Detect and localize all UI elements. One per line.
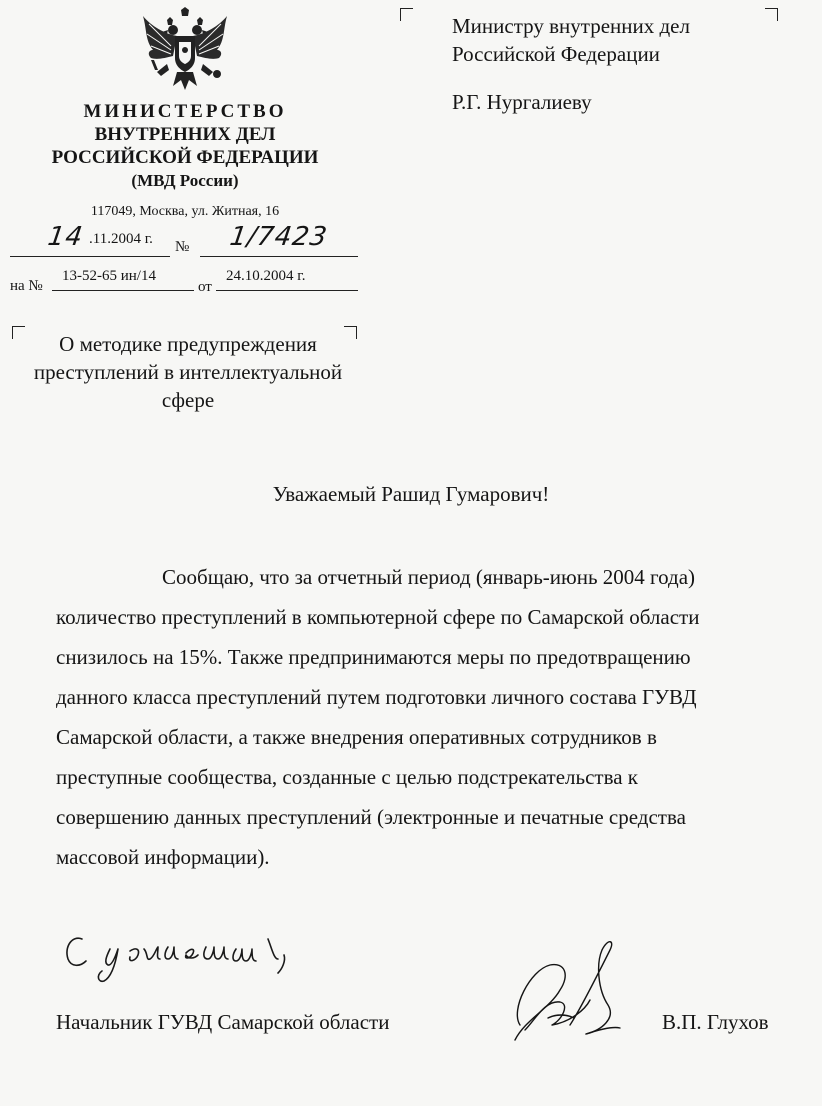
ref-label: на № (10, 278, 43, 294)
date-day-handwritten: 14 (45, 222, 86, 252)
number-handwritten: 1/7423 (227, 222, 330, 252)
signature (490, 930, 640, 1080)
body-line-4: данного класса преступлений путем подготовки личного состава ГУВД (56, 685, 697, 709)
body-line-1: Сообщаю, что за отчетный период (январь-июнь 2004 года) (162, 565, 696, 589)
ministry-title-line-1: МИНИСТЕРСТВО (83, 101, 287, 122)
body-line-7: совершению данных преступлений (электронные и печатные средства (56, 805, 686, 829)
addressee-corner-right (765, 8, 778, 21)
addressee-corner-left (400, 8, 413, 21)
handwritten-closing (60, 925, 310, 995)
subject-line-1: О методике предупреждения (59, 332, 317, 356)
addressee-line-2: Российской Федерации (452, 42, 660, 66)
body-line-8: массовой информации). (56, 845, 270, 869)
body-line-2: количество преступлений в компьютерной сфере по Самарской области (56, 605, 700, 629)
addressee-line-1: Министру внутренних дел (452, 14, 690, 38)
ministry-title-line-2: ВНУТРЕННИХ ДЕЛ (94, 124, 276, 145)
body-line-3: снизилось на 15%. Также предпринимаются меры по предотвращению (56, 645, 691, 669)
ref-date-underline (216, 290, 358, 291)
subject-line-3: сфере (161, 388, 215, 412)
ministry-title-line-3: РОССИЙСКОЙ ФЕДЕРАЦИИ (51, 147, 319, 168)
body-line-5: Самарской области, а также внедрения оперативных сотрудников в (56, 725, 657, 749)
addressee-name: Р.Г. Нургалиеву (452, 90, 592, 114)
double-headed-eagle-icon (137, 6, 233, 102)
signer-position: Начальник ГУВД Самарской области (56, 1010, 390, 1034)
date-rest: .11.2004 г. (89, 231, 153, 247)
ref-number: 13-52-65 ин/14 (62, 268, 156, 284)
ref-number-underline (52, 290, 194, 291)
ref-date: 24.10.2004 г. (226, 268, 306, 284)
number-label: № (175, 239, 190, 255)
salutation: Уважаемый Рашид Гумарович! (272, 482, 550, 506)
signer-name: В.П. Глухов (662, 1010, 769, 1034)
number-underline (200, 256, 358, 257)
body-line-6: преступные сообщества, созданные с целью подстрекательства к (56, 765, 638, 789)
subject-line-2: преступлений в интеллектуальной (33, 360, 343, 384)
ref-from-label: от (198, 279, 212, 295)
ministry-address: 117049, Москва, ул. Житная, 16 (90, 204, 280, 219)
date-underline (10, 256, 170, 257)
ministry-title-line-4: (МВД России) (131, 171, 239, 190)
